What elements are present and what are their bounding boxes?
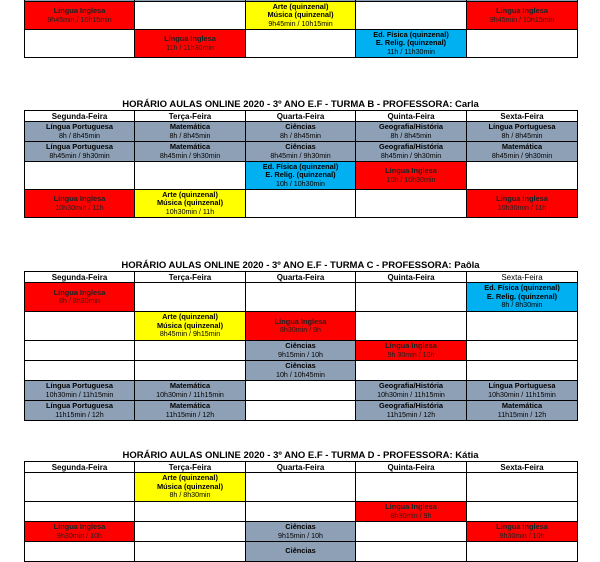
class-slot — [25, 190, 135, 218]
empty-slot — [25, 542, 135, 562]
subject-name: Matemática — [169, 381, 211, 390]
subject-name: Língua Portuguesa — [488, 122, 556, 131]
weekday-header: Terça-Feira — [135, 111, 246, 122]
subject-name: Arte (quinzenal) — [162, 312, 218, 322]
subject-name: Arte (quinzenal) — [162, 189, 218, 199]
subject-name: Música (quinzenal) — [267, 10, 334, 20]
subject-name: Ciências — [285, 122, 316, 131]
schedule-row — [25, 341, 578, 361]
subject-name: Arte (quinzenal) — [272, 1, 329, 11]
class-time: 8h45min / 9h15min — [159, 330, 221, 339]
empty-slot — [135, 502, 246, 522]
weekday-header-row — [25, 111, 578, 122]
weekday-header: Quarta-Feira — [246, 462, 356, 473]
class-slot — [467, 122, 578, 142]
subject-name: Arte (quinzenal) — [162, 473, 218, 483]
empty-slot — [246, 502, 356, 522]
class-slot — [135, 381, 246, 401]
schedule-turma-d — [24, 450, 577, 562]
class-time: 8h / 8h45min — [279, 131, 321, 140]
subject-name: Ciências — [285, 142, 316, 151]
class-time: 10h / 10h45min — [276, 370, 325, 379]
class-slot — [356, 341, 467, 361]
subject-name: Língua Inglesa — [496, 6, 548, 15]
weekday-header: Quinta-Feira — [356, 272, 467, 283]
subject-name: Língua Inglesa — [53, 287, 106, 297]
class-slot — [25, 381, 135, 401]
empty-slot — [467, 542, 578, 562]
empty-slot — [135, 361, 246, 381]
schedule-row — [25, 381, 578, 401]
subject-name: E. Relig. (quinzenal) — [486, 291, 558, 301]
empty-slot — [135, 522, 246, 542]
subject-name: Música (quinzenal) — [156, 320, 224, 330]
empty-slot — [356, 361, 467, 381]
class-slot — [135, 30, 246, 58]
empty-slot — [25, 30, 135, 58]
class-time: 9h30min / 10h — [57, 531, 102, 540]
weekday-header-row — [25, 462, 578, 473]
subject-name: Ciências — [285, 546, 316, 556]
schedule-row — [25, 473, 578, 502]
class-time: 8h45min / 9h30min — [380, 151, 442, 160]
class-time: 10h / 10h30min — [276, 179, 325, 188]
class-slot — [467, 190, 578, 218]
schedule-table — [24, 110, 578, 218]
schedule-title: HORÁRIO AULAS ONLINE 2020 - 3º ANO E.F - TURMA B - PROFESSORA: Carla — [122, 99, 479, 110]
schedule-top-partial — [24, 0, 577, 58]
subject-name: Língua Portuguesa — [46, 381, 113, 390]
class-slot — [246, 522, 356, 542]
weekday-header: Quarta-Feira — [246, 111, 356, 122]
empty-slot — [356, 542, 467, 562]
empty-slot — [246, 473, 356, 502]
subject-name: E. Relig. (quinzenal) — [265, 170, 336, 180]
class-time: 10h / 10h30min — [386, 175, 436, 184]
empty-slot — [25, 341, 135, 361]
empty-slot — [356, 522, 467, 542]
empty-slot — [25, 361, 135, 381]
class-time: 8h30min / 9h — [279, 326, 321, 335]
weekday-header: Terça-Feira — [135, 272, 246, 283]
class-slot — [246, 162, 356, 190]
empty-slot — [356, 473, 467, 502]
subject-name: Geografia/História — [378, 381, 444, 390]
class-time: 10h30min / 11h15min — [488, 390, 556, 399]
class-slot — [467, 381, 578, 401]
class-time: 8h / 8h45min — [390, 131, 432, 140]
class-slot — [467, 283, 578, 312]
subject-name: Língua Inglesa — [496, 194, 548, 203]
class-slot — [246, 142, 356, 162]
class-slot — [25, 522, 135, 542]
class-slot — [246, 341, 356, 361]
empty-slot — [356, 190, 467, 218]
weekday-header: Quarta-Feira — [246, 272, 356, 283]
schedule-table — [24, 271, 578, 421]
class-time: 10h30min / 11h15min — [45, 390, 114, 399]
class-slot — [135, 312, 246, 341]
empty-slot — [467, 312, 578, 341]
class-slot — [356, 502, 467, 522]
class-time: 8h45min / 9h30min — [270, 151, 331, 160]
class-slot — [135, 401, 246, 421]
empty-slot — [25, 312, 135, 341]
subject-name: Geografia/História — [378, 142, 444, 151]
empty-slot — [467, 162, 578, 190]
subject-name: Ed. Física (quinzenal) — [262, 161, 339, 171]
schedule-row — [25, 122, 578, 142]
schedule-row — [25, 162, 578, 190]
class-time: 10h30min / 11h — [55, 203, 104, 212]
class-time: 8h45min / 9h30min — [491, 151, 553, 160]
class-slot — [25, 2, 135, 30]
subject-name: E. Relig. (quinzenal) — [375, 38, 447, 48]
weekday-header: Segunda-Feira — [25, 111, 135, 122]
empty-slot — [467, 361, 578, 381]
class-slot — [25, 401, 135, 421]
schedule-turma-c — [24, 260, 577, 421]
class-time: 10h30min / 11h15min — [156, 390, 224, 399]
subject-name: Língua Inglesa — [164, 34, 216, 43]
class-slot — [356, 142, 467, 162]
subject-name: Língua Inglesa — [496, 522, 548, 531]
empty-slot — [467, 473, 578, 502]
class-time: 11h15min / 12h — [386, 410, 436, 419]
schedule-table — [24, 461, 578, 562]
subject-name: Ed. Física (quinzenal) — [373, 29, 449, 39]
weekday-header: Quinta-Feira — [356, 111, 467, 122]
empty-slot — [246, 283, 356, 312]
subject-name: Ciências — [285, 522, 316, 531]
empty-slot — [135, 162, 246, 190]
class-time: 8h / 8h45min — [58, 131, 100, 140]
schedule-row — [25, 312, 578, 341]
class-slot — [467, 401, 578, 421]
subject-name: Língua Portuguesa — [488, 381, 556, 390]
class-time: 10h30min / 11h — [497, 203, 547, 212]
class-slot — [135, 190, 246, 218]
weekday-header: Terça-Feira — [135, 462, 246, 473]
class-slot — [356, 30, 467, 58]
subject-name: Língua Inglesa — [53, 522, 106, 531]
weekday-header-row — [25, 272, 578, 283]
class-time: 11h / 11h30min — [166, 43, 214, 52]
class-time: 11h15min / 12h — [165, 410, 215, 419]
empty-slot — [246, 401, 356, 421]
class-slot — [356, 401, 467, 421]
class-time: 9h 30min / 10h — [387, 350, 435, 359]
empty-slot — [467, 30, 578, 58]
subject-name: Matemática — [169, 142, 211, 151]
weekday-header: Segunda-Feira — [25, 462, 135, 473]
empty-slot — [356, 312, 467, 341]
subject-name: Língua Inglesa — [274, 316, 327, 326]
weekday-header: Segunda-Feira — [25, 272, 135, 283]
schedule-row — [25, 361, 578, 381]
schedule-row — [25, 190, 578, 218]
class-slot — [25, 283, 135, 312]
empty-slot — [25, 502, 135, 522]
schedule-title: HORÁRIO AULAS ONLINE 2020 - 3º ANO E.F - TURMA D - PROFESSORA: Kátia — [122, 450, 479, 461]
schedule-row — [25, 30, 578, 58]
subject-name: Língua Inglesa — [53, 194, 106, 203]
class-slot — [246, 542, 356, 562]
subject-name: Língua Portuguesa — [46, 122, 113, 131]
weekday-header: Sexta-Feira — [467, 462, 578, 473]
class-time: 11h15min / 12h — [55, 410, 104, 419]
subject-name: Música (quinzenal) — [156, 198, 224, 208]
empty-slot — [25, 473, 135, 502]
class-time: 10h30min / 11h — [165, 207, 215, 216]
schedule-title: HORÁRIO AULAS ONLINE 2020 - 3º ANO E.F - TURMA C - PROFESSORA: Paôla — [121, 260, 480, 271]
weekday-header: Sexta-Feira — [467, 272, 578, 283]
schedule-row — [25, 2, 578, 30]
empty-slot — [135, 2, 246, 30]
class-time: 9h30min / 10h — [499, 531, 545, 540]
subject-name: Matemática — [169, 122, 211, 131]
empty-slot — [246, 30, 356, 58]
schedule-table — [24, 0, 578, 58]
class-slot — [356, 162, 467, 190]
class-slot — [467, 2, 578, 30]
schedule-row — [25, 522, 578, 542]
empty-slot — [246, 381, 356, 401]
schedule-row — [25, 142, 578, 162]
class-time: 8h / 8h30min — [501, 301, 543, 310]
subject-name: Língua Inglesa — [385, 341, 437, 350]
class-slot — [246, 122, 356, 142]
subject-name: Língua Inglesa — [385, 502, 437, 511]
empty-slot — [25, 162, 135, 190]
schedule-row — [25, 401, 578, 421]
class-time: 9h15min / 10h — [278, 531, 323, 540]
class-time: 8h45min / 9h30min — [49, 151, 110, 160]
subject-name: Música (quinzenal) — [156, 481, 224, 491]
class-slot — [467, 142, 578, 162]
subject-name: Ciências — [285, 361, 316, 370]
weekday-header: Quinta-Feira — [356, 462, 467, 473]
empty-slot — [467, 341, 578, 361]
empty-slot — [356, 283, 467, 312]
subject-name: Língua Portuguesa — [46, 142, 113, 151]
class-slot — [356, 122, 467, 142]
schedule-row — [25, 502, 578, 522]
class-time: 8h45min / 9h30min — [159, 151, 221, 160]
subject-name: Matemática — [501, 401, 543, 410]
empty-slot — [356, 2, 467, 30]
empty-slot — [135, 542, 246, 562]
subject-name: Ciências — [285, 341, 316, 350]
class-slot — [25, 142, 135, 162]
class-time: 8h / 8h30min — [169, 491, 211, 500]
subject-name: Matemática — [501, 142, 543, 151]
class-time: 9h45min / 10h15min — [268, 19, 333, 28]
schedule-turma-b — [24, 99, 577, 218]
class-time: 11h15min / 12h — [497, 410, 547, 419]
class-time: 9h45min / 10h15min — [47, 15, 112, 24]
class-slot — [246, 361, 356, 381]
subject-name: Geografia/História — [378, 401, 444, 410]
class-time: 11h / 11h30min — [387, 47, 435, 56]
class-time: 8h / 8h45min — [501, 131, 543, 140]
weekday-header: Sexta-Feira — [467, 111, 578, 122]
subject-name: Língua Inglesa — [385, 166, 437, 175]
class-time: 8h / 8h30min — [58, 297, 100, 306]
subject-name: Língua Inglesa — [53, 6, 106, 15]
class-time: 10h30min / 11h15min — [377, 390, 445, 399]
empty-slot — [135, 283, 246, 312]
empty-slot — [135, 341, 246, 361]
empty-slot — [246, 190, 356, 218]
subject-name: Matemática — [169, 401, 211, 410]
empty-slot — [467, 502, 578, 522]
subject-name: Geografia/História — [378, 122, 444, 131]
class-slot — [135, 473, 246, 502]
class-time: 8h / 8h45min — [169, 131, 211, 140]
class-slot — [356, 381, 467, 401]
schedule-row — [25, 542, 578, 562]
subject-name: Língua Portuguesa — [46, 401, 113, 410]
subject-name: Ed. Física (quinzenal) — [484, 283, 560, 293]
class-slot — [246, 2, 356, 30]
class-slot — [25, 122, 135, 142]
class-slot — [135, 142, 246, 162]
class-time: 9h15min / 10h — [278, 350, 323, 359]
class-time: 8h30min / 9h — [390, 511, 432, 520]
class-slot — [135, 122, 246, 142]
class-slot — [467, 522, 578, 542]
class-slot — [246, 312, 356, 341]
class-time: 9h45min / 10h15min — [489, 15, 555, 24]
schedule-row — [25, 283, 578, 312]
